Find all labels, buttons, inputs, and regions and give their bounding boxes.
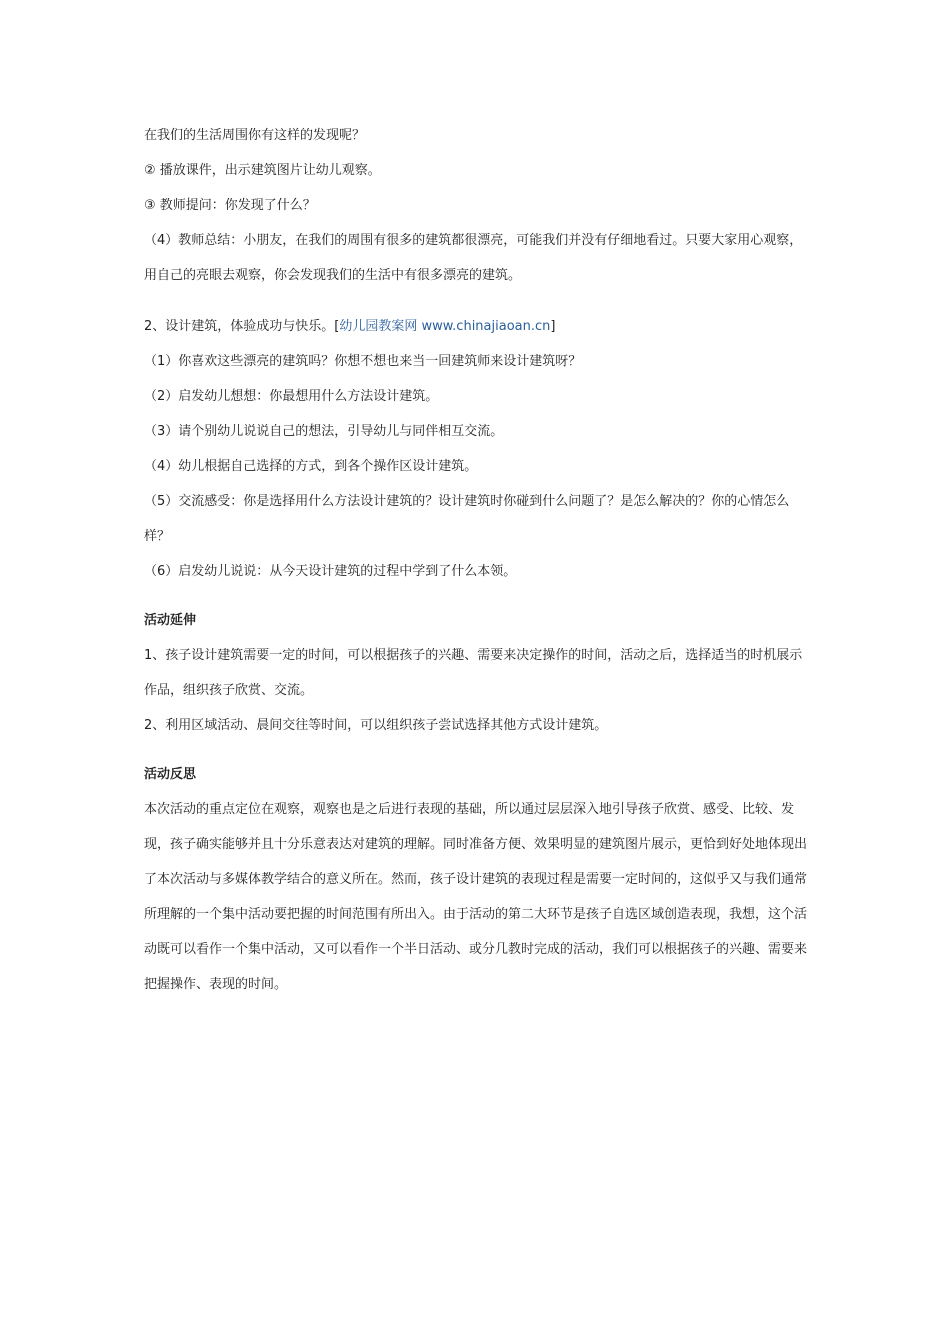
section-title-suffix: ] (550, 319, 556, 334)
paragraph: （6）启发幼儿说说：从今天设计建筑的过程中学到了什么本领。 (144, 564, 517, 579)
paragraph: ③ 教师提问：你发现了什么？ (144, 198, 316, 213)
section-title (144, 309, 808, 344)
paragraph: （5）交流感受：你是选择用什么方法设计建筑的？设计建筑时你碰到什么问题了？是怎么解决的？你的心情怎么样？ (144, 494, 790, 544)
extension-heading: 活动延伸 (144, 613, 197, 628)
reflection-heading: 活动反思 (144, 767, 197, 782)
paragraph: ② 播放课件，出示建筑图片让幼儿观察。 (144, 163, 381, 178)
paragraph: （4）教师总结：小朋友，在我们的周围有很多的建筑都很漂亮，可能我们并没有仔细地看过。只要大家用心观察，用自己的亮眼去观察，你会发现我们的生活中有很多漂亮的建筑。 (144, 233, 803, 283)
paragraph: 2、利用区域活动、晨间交往等时间，可以组织孩子尝试选择其他方式设计建筑。 (144, 718, 608, 733)
paragraph: 在我们的生活周围你有这样的发现呢？ (144, 128, 366, 143)
paragraph: （3）请个别幼儿说说自己的想法，引导幼儿与同伴相互交流。 (144, 424, 504, 439)
document-page (144, 118, 808, 1002)
source-link[interactable]: 幼儿园教案网 www.chinajiaoan.cn (339, 319, 551, 334)
paragraph: （1）你喜欢这些漂亮的建筑吗？你想不想也来当一回建筑师来设计建筑呀？ (144, 354, 582, 369)
reflection-paragraph: 本次活动的重点定位在观察，观察也是之后进行表现的基础，所以通过层层深入地引导孩子欣赏、感受、比较、发现，孩子确实能够并且十分乐意表达对建筑的理解。同时准备方便、效果明显的建筑图片展示，更恰到好处地体现出了本次活动与多媒体教学结合的意义所在。然而，孩子设计建筑的表现过程是需要一定时间的，这似乎又与我们通常所理解的一个集中活动要把握的时间范围有所出入。由于活动的第二大环节是孩子自选区域创造表现，我想，这个活动既可以看作一个集中活动，又可以看作一个半日活动、或分几教时完成的活动，我们可以根据孩子的兴趣、需要来把握操作、表现的时间。 (144, 802, 808, 992)
section-title-text: 2、设计建筑，体验成功与快乐。[ (144, 319, 340, 334)
paragraph: （4）幼儿根据自己选择的方式，到各个操作区设计建筑。 (144, 459, 478, 474)
paragraph: 1、孩子设计建筑需要一定的时间，可以根据孩子的兴趣、需要来决定操作的时间，活动之后，选择适当的时机展示作品，组织孩子欣赏、交流。 (144, 648, 803, 698)
paragraph: （2）启发幼儿想想：你最想用什么方法设计建筑。 (144, 389, 439, 404)
